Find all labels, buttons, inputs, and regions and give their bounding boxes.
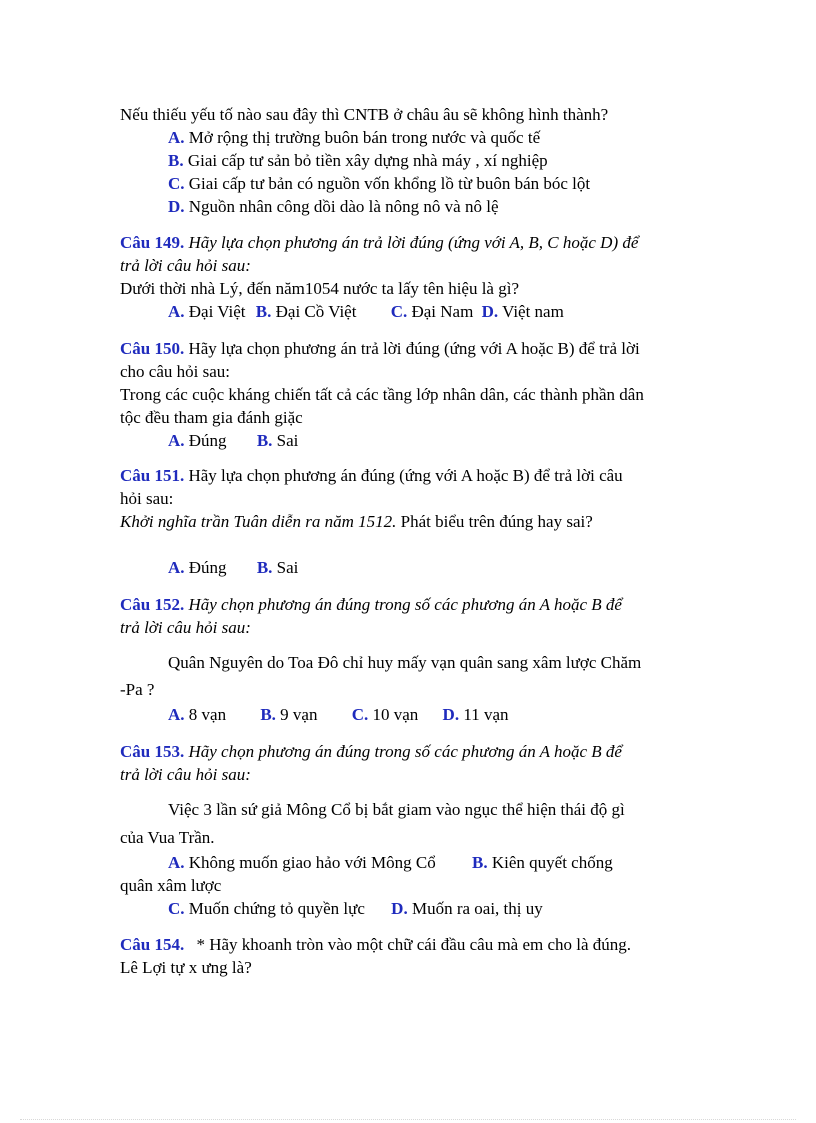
question-instruction: trả lời câu hỏi sau: [120, 256, 251, 275]
options-row: A. 8 vạn B. 9 vạn C. 10 vạn D. 11 vạn [168, 705, 509, 724]
option-b: B. Giai cấp tư sản bỏ tiền xây dựng nhà máy , xí nghiệp [168, 151, 548, 170]
options-row: C. Muốn chứng tỏ quyền lực D. Muốn ra oai, thị uy [168, 899, 543, 918]
page-bottom-border [20, 1119, 796, 1120]
options-row: A. Đại Việt B. Đại Cồ Việt C. Đại Nam D. Việt nam [168, 302, 564, 321]
question-text: -Pa ? [120, 680, 155, 699]
options-row: A. Đúng B. Sai [168, 558, 299, 577]
question-text: Khởi nghĩa trần Tuân diễn ra năm 1512. Phát biểu trên đúng hay sai? [120, 512, 593, 531]
question-text: Trong các cuộc kháng chiến tất cả các tầng lớp nhân dân, các thành phần dân [120, 385, 644, 404]
question-text: Nếu thiếu yếu tố nào sau đây thì CNTB ở châu âu sẽ không hình thành? [120, 105, 609, 124]
question-text: của Vua Trần. [120, 828, 215, 847]
question-heading: Câu 150. Hãy lựa chọn phương án trả lời đúng (ứng với A hoặc B) để trả lời [120, 339, 640, 358]
option-d: D. Nguồn nhân công dồi dào là nông nô và nô lệ [168, 197, 499, 216]
question-text: Lê Lợi tự x ưng là? [120, 958, 252, 977]
question-heading: Câu 153. Hãy chọn phương án đúng trong số các phương án A hoặc B để [120, 742, 622, 761]
option-c: C. Giai cấp tư bản có nguồn vốn khổng lồ từ buôn bán bóc lột [168, 174, 591, 193]
option-continuation: quân xâm lược [120, 876, 222, 895]
question-text: tộc đều tham gia đánh giặc [120, 408, 303, 427]
question-text: Dưới thời nhà Lý, đến năm1054 nước ta lấy tên hiệu là gì? [120, 279, 519, 298]
question-heading: Câu 149. Hãy lựa chọn phương án trả lời đúng (ứng với A, B, C hoặc D) để [120, 233, 639, 252]
question-heading: Câu 152. Hãy chọn phương án đúng trong số các phương án A hoặc B để [120, 595, 622, 614]
options-row: A. Không muốn giao hảo với Mông Cổ B. Kiên quyết chống [168, 853, 613, 872]
question-text: Việc 3 lần sứ giả Mông Cổ bị bắt giam vào ngục thể hiện thái độ gì [168, 800, 625, 819]
question-text: Quân Nguyên do Toa Đô chỉ huy mấy vạn quân sang xâm lược Chăm [168, 653, 642, 672]
options-row: A. Đúng B. Sai [168, 431, 299, 450]
option-a: A. Mở rộng thị trường buôn bán trong nước và quốc tế [168, 128, 541, 147]
question-heading: Câu 151. Hãy lựa chọn phương án đúng (ứng với A hoặc B) để trả lời câu [120, 466, 623, 485]
question-instruction: hỏi sau: [120, 489, 174, 508]
question-instruction: trả lời câu hỏi sau: [120, 618, 251, 637]
question-heading: Câu 154. * Hãy khoanh tròn vào một chữ cái đầu câu mà em cho là đúng. [120, 935, 632, 954]
question-instruction: trả lời câu hỏi sau: [120, 765, 251, 784]
question-instruction: cho câu hỏi sau: [120, 362, 230, 381]
